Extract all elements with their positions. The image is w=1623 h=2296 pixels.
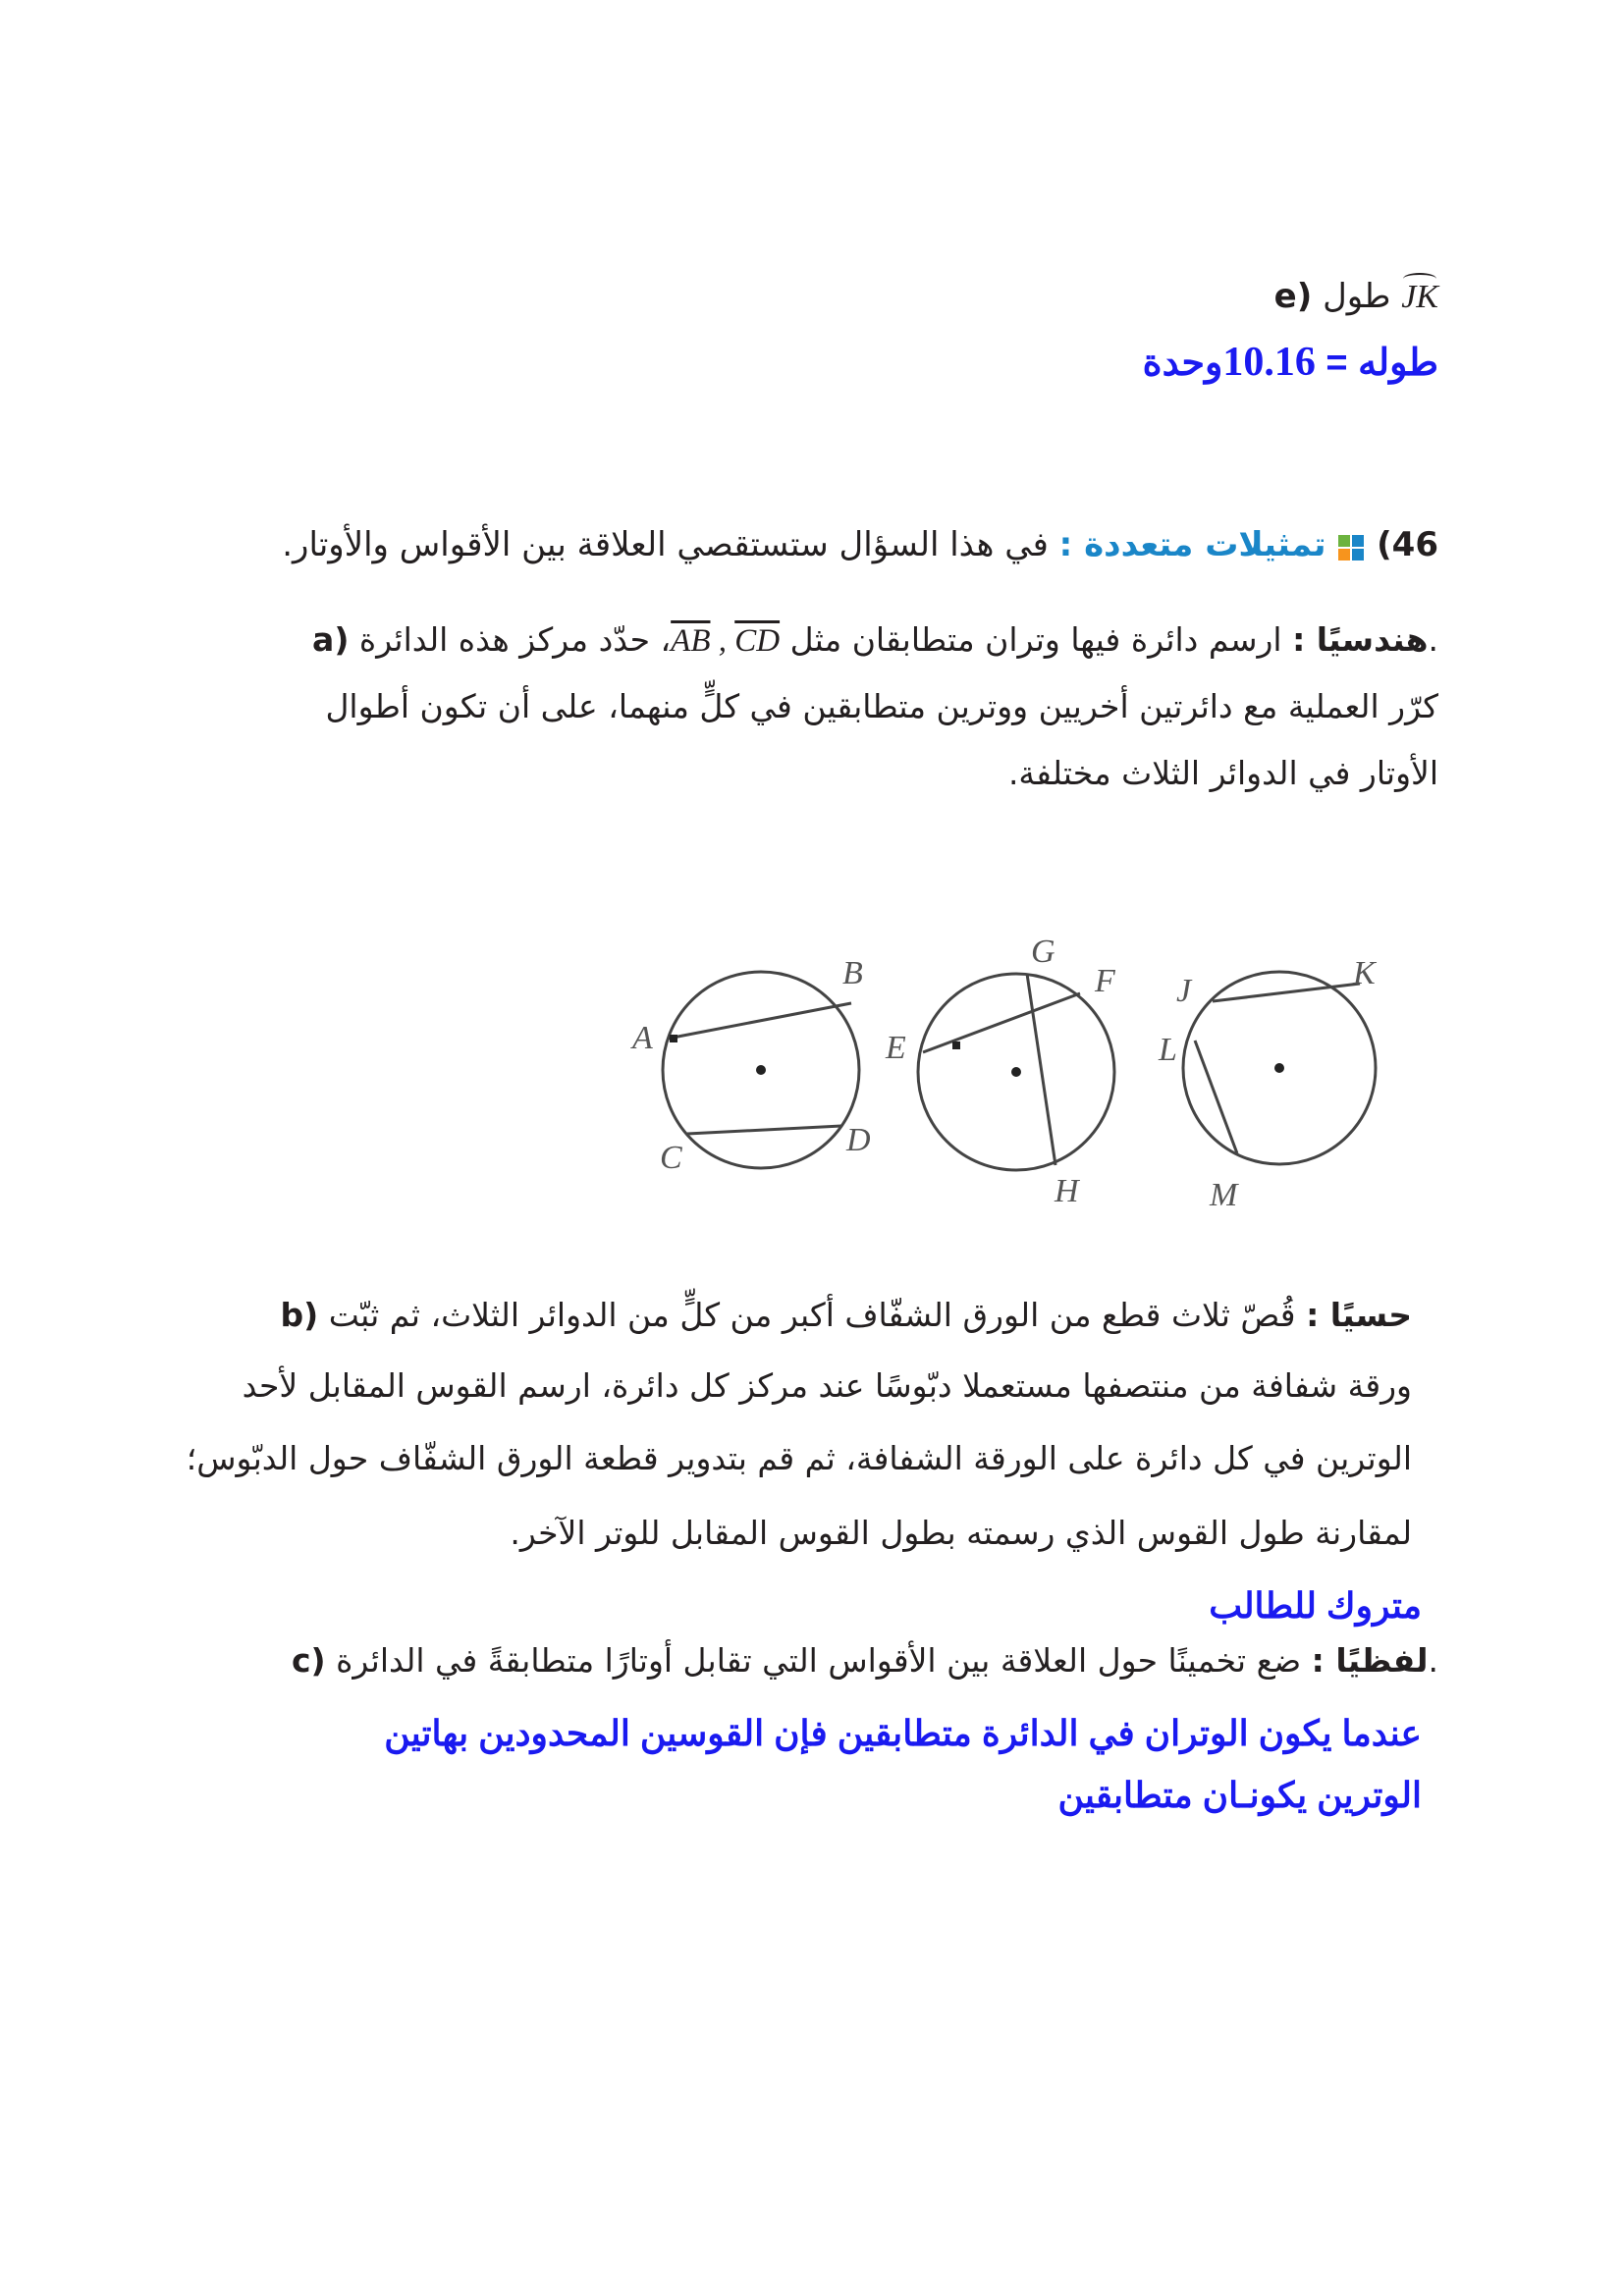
part-a-line2: كرّر العملية مع دائرتين أخريين ووترين متطابقين في كلٍّ منهما، على أن تكون أطوال	[325, 687, 1438, 725]
point-f: F	[1095, 963, 1115, 999]
circle-3	[1158, 955, 1378, 1213]
point-d: D	[846, 1122, 871, 1158]
item-e	[1274, 277, 1438, 316]
question-title: تمثيلات متعددة :	[1058, 525, 1326, 564]
point-l: L	[1159, 1032, 1177, 1068]
item-e-label: e)	[1273, 277, 1313, 316]
answer-e-value: 10.16	[1222, 340, 1316, 385]
circle-1	[630, 955, 871, 1176]
point-m: M	[1210, 1177, 1238, 1213]
part-c-line	[292, 1641, 1438, 1680]
question-intro: في هذا السؤال ستستقصي العلاقة بين الأقواس والأوتار.	[282, 525, 1049, 564]
point-g: G	[1031, 934, 1055, 970]
circle-3-center	[1274, 1063, 1284, 1073]
puzzle-icon	[1336, 532, 1366, 561]
answer-c-line1: عندما يكون الوتران في الدائرة متطابقين فإن القوسين المحدودين بهاتين	[384, 1713, 1422, 1753]
point-e: E	[886, 1030, 906, 1066]
part-b-label: b)	[280, 1296, 319, 1334]
point-j: J	[1176, 973, 1192, 1009]
answer-c-line2: الوترين يكونـان متطابقين	[1057, 1775, 1422, 1815]
point-k: K	[1353, 955, 1376, 991]
chords-ab-cd: $\overline{AB}$ , $\overline{CD}$	[671, 623, 781, 659]
part-b-line2: ورقة شفافة من منتصفها مستعملا دبّوسًا عند مركز كل دائرة، ارسم القوس المقابل لأحد	[242, 1366, 1412, 1405]
circles-figure	[609, 923, 1414, 1237]
arc-jk: JK	[1401, 279, 1438, 315]
chord-cd: $\overline{CD}$	[734, 623, 781, 659]
circle-2	[885, 934, 1116, 1209]
question-number: 46)	[1377, 525, 1438, 564]
part-b-line3: الوترين في كل دائرة على الورقة الشفافة، ثم قم بتدوير قطعة الورق الشفّاف حول الدبّوس؛	[186, 1439, 1412, 1477]
answer-e	[1143, 339, 1438, 386]
part-b-line4: لمقارنة طول القوس الذي رسمته بطول القوس المقابل للوتر الآخر.	[510, 1514, 1412, 1552]
part-c-title: لفظيًا :	[1311, 1641, 1429, 1680]
chord-cd-line	[687, 1126, 841, 1134]
answer-b: متروك للطالب	[1209, 1585, 1422, 1626]
answer-e-suffix: وحدة	[1142, 343, 1223, 384]
chord-ab-line	[668, 1003, 851, 1039]
point-b: B	[842, 955, 863, 991]
circle-2-center	[1011, 1067, 1021, 1077]
chord-gh-line	[1027, 974, 1055, 1165]
question-46-header	[282, 525, 1438, 564]
part-a-line1-pre: ارسم دائرة فيها وتران متطابقان مثل	[789, 620, 1282, 659]
part-c-text: ضع تخمينًا حول العلاقة بين الأقواس التي تقابل أوتارًا متطابقةً في الدائرة.	[336, 1641, 1438, 1680]
point-h: H	[1055, 1173, 1079, 1209]
part-b-title: حسيًا :	[1306, 1296, 1412, 1334]
part-a-title: هندسيًا :	[1292, 620, 1429, 659]
chord-ab: $\overline{AB}$	[671, 623, 711, 659]
circle-1-center	[756, 1065, 766, 1075]
part-a-line1-post: ، حدّد مركز هذه الدائرة.	[358, 620, 1438, 659]
answer-e-prefix: طوله =	[1325, 343, 1438, 384]
part-a-label: a)	[312, 620, 350, 659]
part-a-line3: الأوتار في الدوائر الثلاث مختلفة.	[1007, 754, 1438, 792]
part-c-label: c)	[291, 1641, 326, 1680]
part-a-line1	[312, 620, 1438, 660]
part-b-line1	[281, 1296, 1412, 1334]
point-c: C	[660, 1140, 682, 1176]
chord-lm-line	[1195, 1041, 1237, 1153]
point-a: A	[632, 1020, 653, 1056]
part-b-line1-text: قُصّ ثلاث قطع من الورق الشفّاف أكبر من كلٍّ من الدوائر الثلاث، ثم ثبّت	[328, 1296, 1296, 1334]
item-e-text: طول	[1323, 277, 1391, 316]
